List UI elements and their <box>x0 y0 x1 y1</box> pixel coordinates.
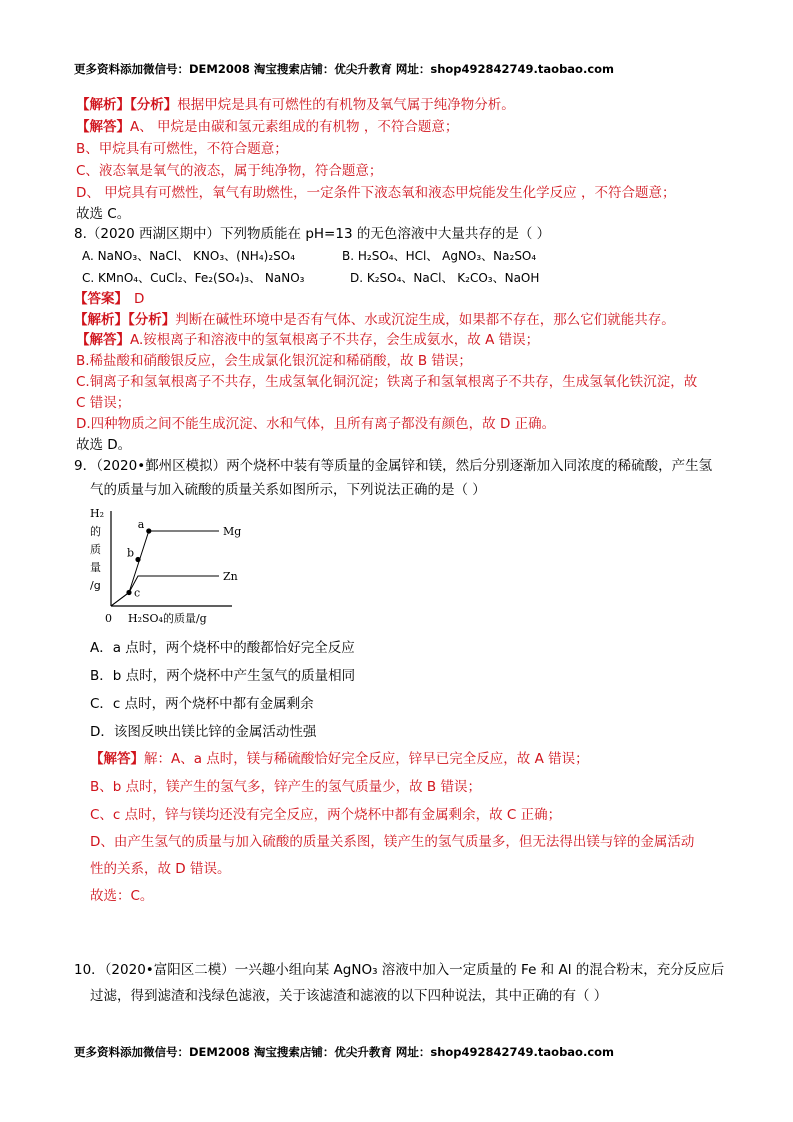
series-mg-line <box>111 531 219 606</box>
answer-tag: 【解答】 <box>90 751 144 767</box>
q10-stem-line2: 过滤，得到滤渣和浅绿色滤液，关于该滤渣和滤液的以下四种说法，其中正确的有（ ） <box>90 988 608 1004</box>
analysis-tag: 【解析】【分析】 <box>74 312 176 328</box>
point-b <box>135 557 140 562</box>
key-value: D <box>134 291 145 307</box>
page-footer: 更多资料添加微信号：DEM2008 淘宝搜索店铺：优尖升教育 网址：shop492842749.taobao.com <box>74 1045 615 1059</box>
series-zn-label: Zn <box>223 570 238 583</box>
q10-stem-line1: 10．（2020•富阳区二模）一兴趣小组向某 AgNO₃ 溶液中加入一定质量的 Fe 和 Al 的混合粉末，充分反应后 <box>74 962 725 978</box>
q8-conclusion: 故选 D。 <box>76 437 132 453</box>
q9-option-a: A．a 点时，两个烧杯中的酸都恰好完全反应 <box>90 640 355 656</box>
origin-label: 0 <box>105 612 112 625</box>
point-c <box>126 590 131 595</box>
q8-key <box>74 290 144 308</box>
answer-line: A、 甲烷是由碳和氢元素组成的有机物 ，不符合题意； <box>130 119 459 135</box>
q7-answer-d: D、 甲烷具有可燃性，氧气有助燃性，一定条件下液态氧和液态甲烷能发生化学反应 ，不符合题意； <box>76 185 676 201</box>
q8-answer-b: B.稀盐酸和硝酸银反应，会生成氯化银沉淀和稀硝酸，故 B 错误； <box>76 353 472 369</box>
q9-answer-a <box>90 747 589 767</box>
y-label-char-3: 量 <box>90 561 101 574</box>
q7-answer-b: B、甲烷具有可燃性，不符合题意； <box>76 141 288 157</box>
q9-answer-d2: 性的关系，故 D 错误。 <box>90 861 231 877</box>
y-label-h2: H₂ <box>90 507 105 520</box>
answer-tag: 【解答】 <box>76 332 130 348</box>
answer-line: A.铵根离子和溶液中的氢氧根离子不共存，会生成氨水，故 A 错误； <box>130 332 540 348</box>
q9-conclusion: 故选：C。 <box>90 888 154 904</box>
q8-option-a: A. NaNO₃、NaCl、 KNO₃、(NH₄)₂SO₄ <box>82 249 296 263</box>
q8-answer-c1: C.铜离子和氢氧根离子不共存，生成氢氧化铜沉淀；铁离子和氢氧根离子不共存，生成氢氧化铁沉淀，故 <box>76 374 698 390</box>
q8-option-c: C. KMnO₄、CuCl₂、Fe₂(SO₄)₃、 NaNO₃ <box>82 271 305 285</box>
q8-answer-d: D.四种物质之间不能生成沉淀、水和气体，且所有离子都没有颜色，故 D 正确。 <box>76 416 556 432</box>
q9-option-c: C．c 点时，两个烧杯中都有金属剩余 <box>90 696 314 712</box>
point-label-c: c <box>134 586 141 600</box>
q8-option-d: D. K₂SO₄、NaCl、 K₂CO₃、NaOH <box>350 271 540 285</box>
q9-stem-line1: 9．（2020•鄞州区模拟）两个烧杯中装有等质量的金属锌和镁，然后分别逐渐加入同浓度的稀硫酸，产生氢 <box>74 458 713 474</box>
q8-option-b: B. H₂SO₄、HCl、 AgNO₃、Na₂SO₄ <box>342 249 537 263</box>
q9-stem-line2: 气的质量与加入硫酸的质量关系如图所示，下列说法正确的是（ ） <box>90 482 486 498</box>
y-label-unit: /g <box>90 579 101 592</box>
q8-answer-c2: C 错误； <box>76 395 131 411</box>
series-mg-label: Mg <box>223 525 242 538</box>
q7-answer-a <box>76 118 458 136</box>
q7-analysis <box>76 96 515 114</box>
q9-option-d: D．该图反映出镁比锌的金属活动性强 <box>90 724 317 740</box>
q7-answer-c: C、液态氧是氧气的液态，属于纯净物，符合题意； <box>76 163 383 179</box>
q9-answer-b: B、b 点时，镁产生的氢气多，锌产生的氢气质量少，故 B 错误； <box>90 779 481 795</box>
q8-answer-a <box>76 331 539 349</box>
analysis-text: 判断在碱性环境中是否有气体、水或沉淀生成，如果都不存在，那么它们就能共存。 <box>175 312 675 328</box>
page-header: 更多资料添加微信号：DEM2008 淘宝搜索店铺：优尖升教育 网址：shop492842749.taobao.com <box>74 62 615 76</box>
y-label-char-1: 的 <box>90 525 101 538</box>
point-label-b: b <box>127 546 135 560</box>
q8-analysis <box>74 311 675 329</box>
analysis-tag: 【解析】【分析】 <box>76 97 178 113</box>
point-label-a: a <box>137 518 145 531</box>
analysis-text: 根据甲烷是具有可燃性的有机物及氧气属于纯净物分析。 <box>177 97 515 113</box>
q9-answer-c: C、c 点时，锌与镁均还没有完全反应，两个烧杯中都有金属剩余，故 C 正确； <box>90 807 562 823</box>
answer-line: 解：A、a 点时，镁与稀硫酸恰好完全反应，锌早已完全反应，故 A 错误； <box>144 751 589 767</box>
q7-conclusion: 故选 C。 <box>76 206 131 222</box>
key-tag: 【答案】 <box>74 291 128 307</box>
y-label-char-2: 质 <box>90 543 101 556</box>
q9-answer-d1: D、由产生氢气的质量与加入硫酸的质量关系图，镁产生的氢气质量多，但无法得出镁与锌的金属活动 <box>90 834 695 850</box>
q8-stem: 8.（2020 西湖区期中）下列物质能在 pH=13 的无色溶液中大量共存的是（ ） <box>74 226 551 242</box>
q9-option-b: B．b 点时，两个烧杯中产生氢气的质量相同 <box>90 668 356 684</box>
answer-tag: 【解答】 <box>76 119 130 135</box>
x-axis-label: H₂SO₄的质量/g <box>128 612 207 625</box>
hydrogen-mass-chart <box>86 505 242 627</box>
point-a <box>146 528 151 533</box>
